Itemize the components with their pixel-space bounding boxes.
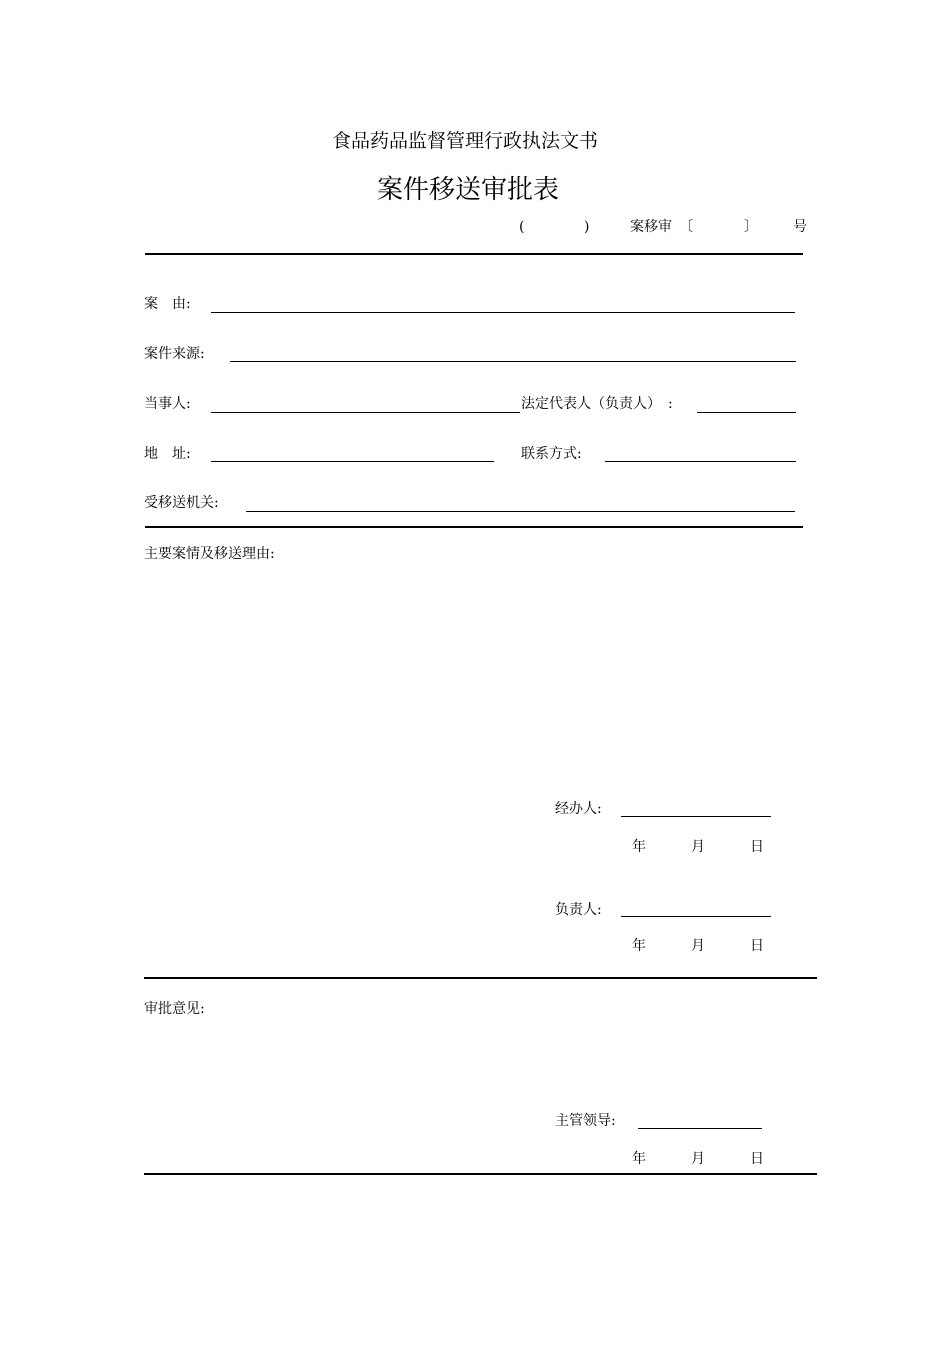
- case-cause-label: 案 由:: [144, 296, 191, 312]
- legal-representative-field[interactable]: [697, 412, 796, 413]
- handler-date-month: 月: [691, 839, 705, 855]
- responsible-date-year: 年: [632, 938, 646, 954]
- bottom-divider: [144, 1173, 817, 1175]
- case-source-label: 案件来源:: [144, 346, 205, 362]
- header-divider: [145, 253, 803, 255]
- receiving-agency-field[interactable]: [246, 511, 795, 512]
- handler-date-day: 日: [750, 839, 764, 855]
- responsible-person-label: 负责人:: [555, 902, 602, 918]
- responsible-date-month: 月: [691, 938, 705, 954]
- legal-representative-label: 法定代表人（负责人） :: [521, 396, 673, 412]
- doc-number-bracket-open: 〔: [679, 219, 693, 235]
- handler-date-year: 年: [632, 839, 646, 855]
- form-title: 案件移送审批表: [376, 175, 559, 205]
- approval-opinion-area[interactable]: [144, 1025, 804, 1105]
- case-cause-field[interactable]: [211, 312, 795, 313]
- address-label: 地 址:: [144, 446, 191, 462]
- party-label: 当事人:: [144, 396, 191, 412]
- leader-label: 主管领导:: [555, 1113, 616, 1129]
- case-details-area[interactable]: [144, 570, 804, 780]
- document-type-header: 食品药品监督管理行政执法文书: [331, 130, 598, 152]
- approval-opinion-label: 审批意见:: [144, 1001, 205, 1017]
- handler-signature-field[interactable]: [621, 816, 771, 817]
- leader-signature-field[interactable]: [638, 1128, 762, 1129]
- case-source-field[interactable]: [230, 361, 796, 362]
- leader-date-year: 年: [632, 1151, 646, 1167]
- case-details-label: 主要案情及移送理由:: [144, 546, 275, 562]
- responsible-signature-field[interactable]: [621, 916, 771, 917]
- contact-field[interactable]: [605, 461, 796, 462]
- address-field[interactable]: [211, 461, 494, 462]
- party-field[interactable]: [211, 412, 520, 413]
- leader-date-day: 日: [750, 1151, 764, 1167]
- doc-number-prefix: 案移审: [630, 219, 672, 235]
- contact-label: 联系方式:: [521, 446, 582, 462]
- handler-label: 经办人:: [555, 801, 602, 817]
- doc-number-bracket-close: 〕: [744, 219, 758, 235]
- doc-number-suffix: 号: [793, 219, 807, 235]
- receiving-agency-label: 受移送机关:: [144, 495, 219, 511]
- responsible-date-day: 日: [750, 938, 764, 954]
- doc-number-paren-close: ): [584, 219, 590, 235]
- approval-divider: [144, 977, 817, 979]
- doc-number-paren-open: (: [519, 219, 525, 235]
- section-divider: [145, 526, 803, 528]
- leader-date-month: 月: [691, 1151, 705, 1167]
